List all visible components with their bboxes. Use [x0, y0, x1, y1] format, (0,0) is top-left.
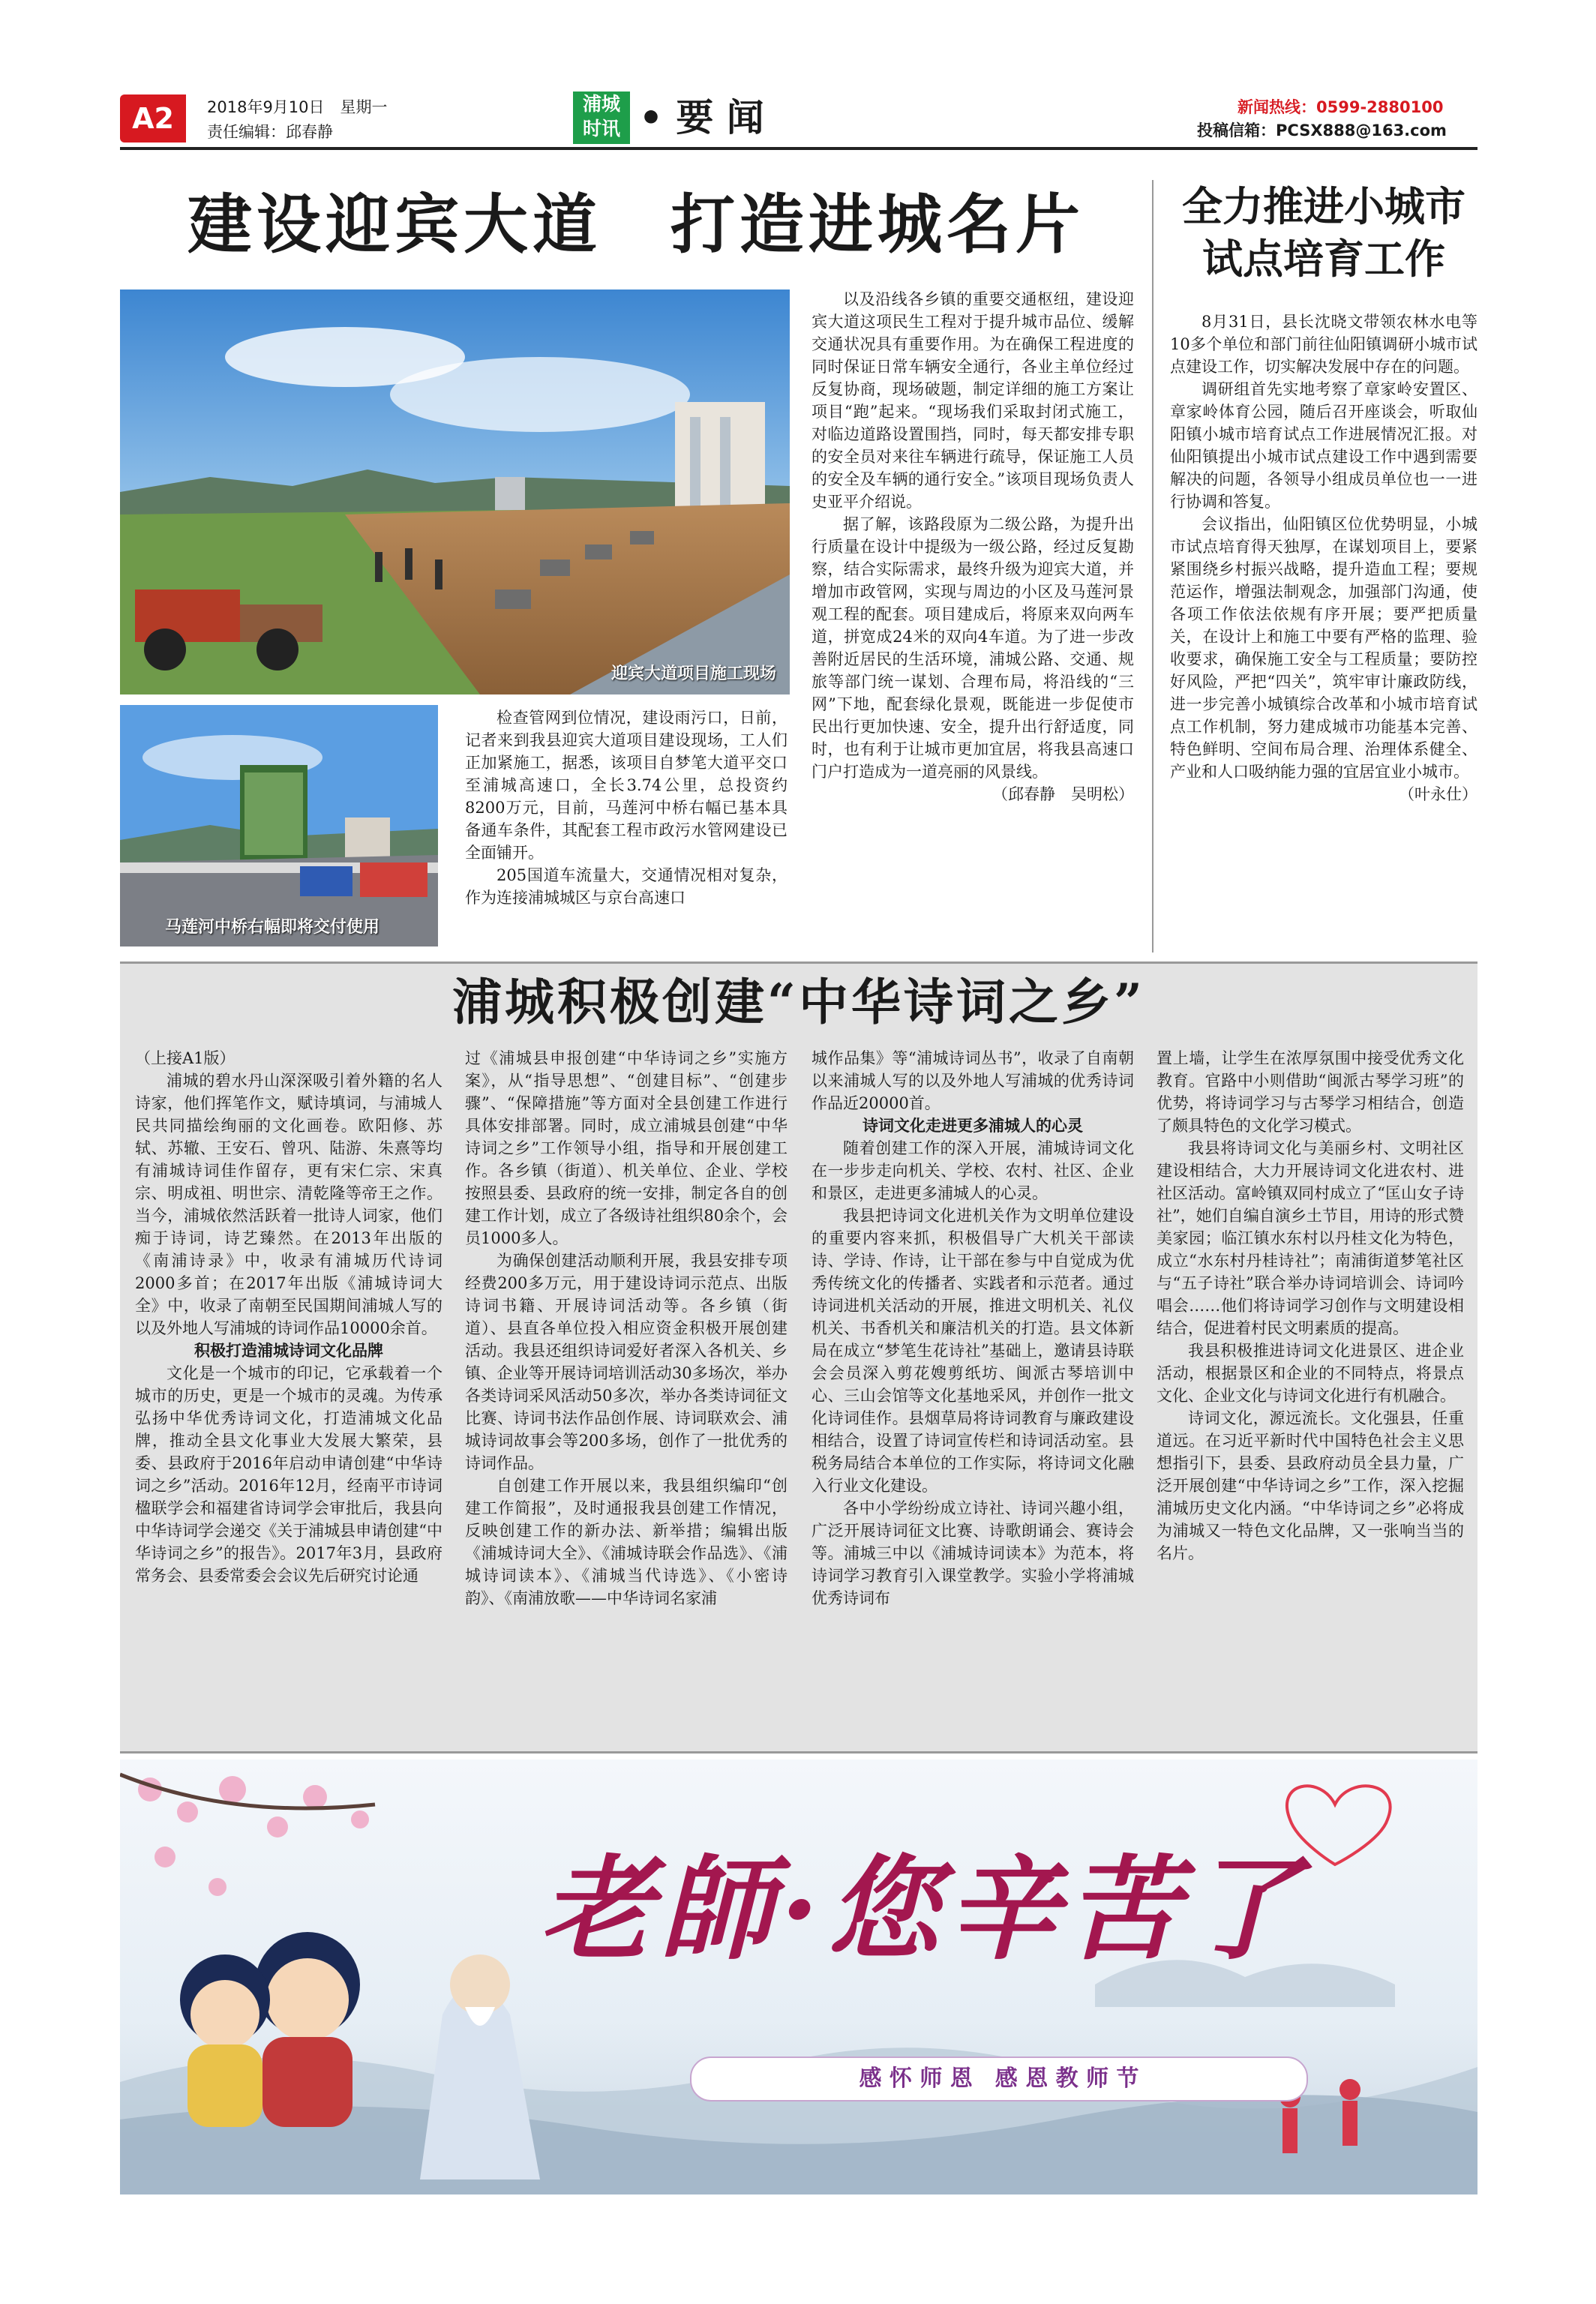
newspaper-logo: [573, 92, 630, 144]
article3-lead: （上接A1版）: [135, 1049, 236, 1067]
article3-paragraph: 随着创建工作的深入开展，浦城诗词文化在一步步走向机关、学校、农村、社区、企业和景区，走进更多浦城人的心灵。: [812, 1139, 1134, 1202]
news-hotline: 新闻热线：0599-2880100: [1238, 98, 1444, 116]
article3-column-1: [135, 1047, 442, 1587]
page-number-badge: [120, 94, 186, 142]
header-rule: [120, 147, 1478, 150]
column-divider: [1152, 180, 1154, 952]
article3-paragraph: 我县把诗词文化进机关作为文明单位建设的重要内容来抓，积极倡导广大机关干部读诗、学诗、作诗，让干部在参与中自觉成为优秀传统文化的传播者、实践者和示范者。通过诗词进机关活动的开展，推进文明机关、礼仪机关、书香机关和廉洁机关的打造。县文体新局在成立“梦笔生花诗社”基础上，邀请县诗联会会员深入剪花嫂剪纸坊、闽派古琴培训中心、三山会馆等文化基地采风，并创作一批文化诗词佳作。县烟草局将诗词教育与廉政建设相结合，设置了诗词宣传栏和诗词活动室。县税务局结合本单位的工作实际，将诗词文化融入行业文化建设。: [812, 1207, 1134, 1495]
construction-photo-image: [120, 290, 790, 694]
article1-column-right: [812, 288, 1134, 806]
article3-subheading: 诗词文化走进更多浦城人的心灵: [862, 1116, 1083, 1135]
article3-column-3: [812, 1047, 1134, 1610]
editor-name: 责任编辑：邱春静: [207, 123, 333, 141]
article1-paragraph: 检查管网到位情况，建设雨污口，日前，记者来到我县迎宾大道项目建设现场，工人们正加紧施工，据悉，该项目自梦笔大道平交口至浦城高速口，全长3.74公里，总投资约8200万元，目前，马莲河中桥右幅已基本具备通车条件，其配套工程市政污水管网建设已全面铺开。: [465, 709, 788, 862]
ad-slogan-banner: [690, 2056, 1308, 2102]
article2-paragraph: 会议指出，仙阳镇区位优势明显，小城市试点培育得天独厚，在谋划项目上，要紧紧围绕乡村振兴战略，提升造血工程；要规范运作，增强法制观念，加强部门沟通，使各项工作依法依规有序开展；要严把质量关，在设计上和施工中要有严格的监理、验收要求，确保施工安全与工程质量；要防控好风险，严把“四关”，筑牢审计廉政防线，进一步完善小城镇综合改革和小城市培育试点工作机制，努力建成城市功能基本完善、特色鲜明、空间布局合理、治理体系健全、产业和人口吸纳能力强的宜居宜业小城市。: [1170, 515, 1478, 781]
article3-subheading: 积极打造浦城诗词文化品牌: [194, 1341, 383, 1360]
article3-headline: 浦城积极创建“中华诗词之乡”: [452, 973, 1145, 1031]
ad-title: 老師·您辛苦了: [540, 1844, 1307, 1976]
article2-headline-line2: 试点培育工作: [1202, 235, 1445, 283]
article3-paragraph: 浦城的碧水丹山深深吸引着外籍的名人诗家，他们挥笔作文，赋诗填词，与浦城人民共同描绘绚丽的文化画卷。欧阳修、苏轼、苏辙、王安石、曾巩、陆游、朱熹等均有浦城诗词佳作留存，更有宋仁宗、宋真宗、明成祖、明世宗、清乾隆等帝王之作。当今，浦城依然活跃着一批诗人词家，他们痴于诗词，诗艺臻然。在2013年出版的《南浦诗录》中，收录有浦城历代诗词2000多首；在2017年出版《浦城诗词大全》中，收录了南朝至民国期间浦城人写的以及外地人写浦城的诗词作品10000余首。: [135, 1072, 442, 1337]
contribution-email: 投稿信箱：PCSX888@163.com: [1197, 122, 1447, 140]
article1-paragraph: 以及沿线各乡镇的重要交通枢纽，建设迎宾大道这项民生工程对于提升城市品位、缓解交通状况具有重要作用。为在确保工程进度的同时保证日常车辆安全通行，各业主单位经过反复协商，现场破题，制定详细的施工方案让项目“跑”起来。“现场我们采取封闭式施工，对临边道路设置围挡，同时，每天都安排专职的安全员对来往车辆进行疏导，保证施工人员的安全及车辆的通行安全。”该项目现场负责人史亚平介绍说。: [812, 290, 1134, 511]
article2-paragraph: 8月31日，县长沈晓文带领农林水电等10多个单位和部门前往仙阳镇调研小城市试点建设工作，切实解决发展中存在的问题。: [1170, 313, 1478, 376]
article3-paragraph: 过《浦城县申报创建“中华诗词之乡”实施方案》，从“指导思想”、“创建目标”、“创建步骤”、“保障措施”等方面对全县创建工作进行具体安排部署。同时，成立浦城县创建“中华诗词之乡”工作领导小组，指导和开展创建工作。各乡镇（街道）、机关单位、企业、学校按照县委、县政府的统一安排，制定各自的创建工作计划，成立了各级诗社组织80余个，会员1000多人。: [465, 1049, 788, 1247]
article3-paragraph: 文化是一个城市的印记，它承载着一个城市的历史，更是一个城市的灵魂。为传承弘扬中华优秀诗词文化，打造浦城文化品牌，推动全县文化事业大发展大繁荣，县委、县政府于2016年启动申请创建“中华诗词之乡”活动。2016年12月，经南平市诗词楹联学会和福建省诗词学会审批后，我县向中华诗词学会递交《关于浦城县申请创建“中华诗词之乡”的报告》。2017年3月，县政府常务会、县委常委会会议先后研究讨论通: [135, 1364, 442, 1585]
logo-top-text: 浦城: [582, 93, 620, 115]
issue-date: 2018年9月10日 星期一: [207, 98, 388, 116]
article2-headline-line1: 全力推进小城市: [1182, 182, 1466, 230]
photo1-caption: 迎宾大道项目施工现场: [610, 664, 776, 683]
photo2-caption: 马莲河中桥右幅即将交付使用: [165, 917, 380, 937]
article1-headline: 建设迎宾大道 打造进城名片: [188, 187, 1084, 262]
article3-paragraph: 诗词文化，源远流长。文化强县，任重道远。在习近平新时代中国特色社会主义思想指引下，县委、县政府动员全县力量，广泛开展创建“中华诗词之乡”工作，深入挖掘浦城历史文化内涵。“中华诗词之乡”必将成为浦城又一特色文化品牌，又一张响当当的名片。: [1156, 1409, 1464, 1562]
page-number: A2: [132, 102, 174, 135]
article3-column-4: [1156, 1047, 1464, 1564]
teachers-day-ad: [120, 1760, 1478, 2194]
article2-paragraph: 调研组首先实地考察了章家岭安置区、章家岭体育公园，随后召开座谈会，听取仙阳镇小城市培育试点工作进展情况汇报。对仙阳镇提出小城市试点建设工作中遇到需要解决的问题，各领导小组成员单位也一一进行协调和答复。: [1170, 380, 1478, 511]
ad-slogan: 感 怀 师 恩 感 恩 教 师 节: [859, 2066, 1139, 2092]
article1-byline: （邱春静 吴明松）: [992, 785, 1134, 803]
article3-column-2: [465, 1047, 788, 1610]
bridge-photo-image: [120, 705, 438, 946]
article1-paragraph: 205国道车流量大，交通情况相对复杂，作为连接浦城城区与京台高速口: [465, 866, 788, 907]
article3-paragraph: 城作品集》等“浦城诗词丛书”，收录了自南朝以来浦城人写的以及外地人写浦城的优秀诗词作品近20000首。: [812, 1049, 1134, 1112]
article3-paragraph: 各中小学纷纷成立诗社、诗词兴趣小组，广泛开展诗词征文比赛、诗歌朗诵会、赛诗会等。浦城三中以《浦城诗词读本》为范本，将诗词学习教育引入课堂教学。实验小学将浦城优秀诗词布: [812, 1499, 1134, 1607]
article3-paragraph: 为确保创建活动顺利开展，我县安排专项经费200多万元，用于建设诗词示范点、出版诗词书籍、开展诗词活动等。各乡镇（街道）、县直各单位投入相应资金积极开展创建活动。我县还组织诗词爱好者深入各机关、乡镇、企业等开展诗词培训活动30多场次，举办各类诗词采风活动50多次，举办各类诗词征文比赛、诗词书法作品创作展、诗词联欢会、浦城诗词故事会等200多场，创作了一批优秀的诗词作品。: [465, 1252, 788, 1472]
article1-column-middle: [465, 706, 788, 909]
article2-headline: [1170, 180, 1478, 285]
article3-paragraph: 我县将诗词文化与美丽乡村、文明社区建设相结合，大力开展诗词文化进农村、进社区活动。富岭镇双同村成立了“匡山女子诗社”，她们自编自演乡土节目，用诗的形式赞美家园；临江镇水东村以丹桂文化为特色，成立“水东村丹桂诗社”；南浦街道梦笔社区与“五子诗社”联合举办诗词培训会、诗词吟唱会……他们将诗词学习创作与文明建设相结合，促进着村民文明素质的提高。: [1156, 1139, 1464, 1337]
article1-paragraph: 据了解，该路段原为二级公路，为提升出行质量在设计中提级为一级公路，经过反复勘察，结合实际需求，最终升级为迎宾大道，并增加市政管网，实现与周边的小区及马莲河景观工程的配套。项目建成后，将原来双向两车道，拼宽成24米的双向4车道。为了进一步改善附近居民的生活环境，浦城公路、交通、规旅等部门统一谋划、合理布局，将沿线的“三网”下地，配套绿化景观，既能进一步促使市民出行更加快速、安全，提升出行舒适度，同时，也有利于让城市更加宜居，将我县高速口门户打造成为一道亮丽的风景线。: [812, 515, 1134, 781]
bridge-photo: [120, 705, 438, 946]
logo-bottom-text: 时讯: [582, 118, 620, 140]
article3-paragraph: 自创建工作开展以来，我县组织编印“创建工作简报”，及时通报我县创建工作情况，反映创建工作的新办法、新举措；编辑出版《浦城诗词大全》、《浦城诗联会作品选》、《浦城诗词读本》、《浦城当代诗选》、《小密诗韵》、《南浦放歌——中华诗词名家浦: [465, 1477, 788, 1607]
section-title: • 要 闻: [639, 95, 764, 140]
article3-paragraph: 置上墙，让学生在浓厚氛围中接受优秀文化教育。官路中小则借助“闽派古琴学习班”的优势，将诗词学习与古琴学习相结合，创造了颇具特色的文化学习模式。: [1156, 1049, 1464, 1135]
article3-paragraph: 我县积极推进诗词文化进景区、进企业活动，根据景区和企业的不同特点，将景点文化、企业文化与诗词文化进行有机融合。: [1156, 1342, 1464, 1405]
ad-background-art: [120, 1760, 1478, 2194]
construction-site-photo: [120, 290, 790, 694]
article2-byline: （叶永仕）: [1399, 785, 1478, 803]
article2-body: [1170, 310, 1478, 806]
